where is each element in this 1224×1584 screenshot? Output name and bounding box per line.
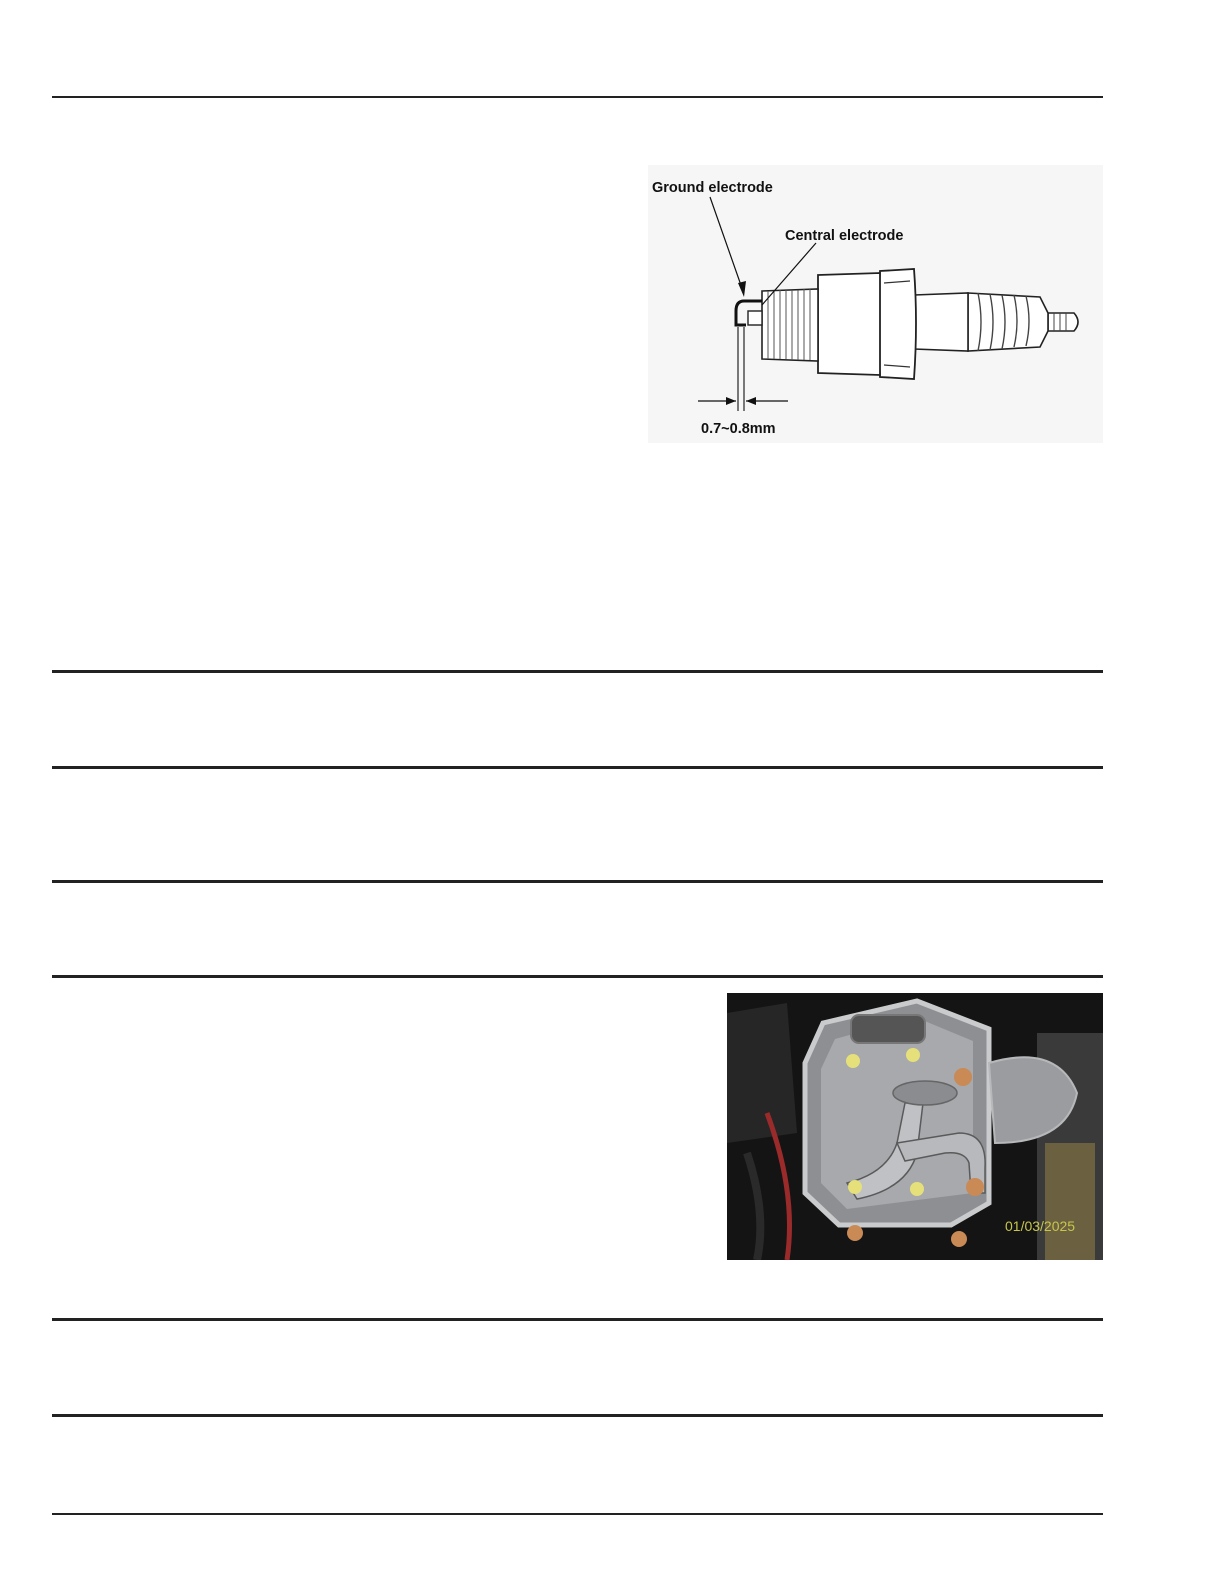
ground-electrode-label: Ground electrode bbox=[652, 180, 773, 196]
section-rule bbox=[52, 975, 1103, 978]
section-rule bbox=[52, 1318, 1103, 1321]
cylinder-head-photo bbox=[727, 993, 1103, 1260]
cylinder-head-image bbox=[727, 993, 1103, 1260]
spark-plug-drawing bbox=[648, 165, 1103, 443]
section-rule bbox=[52, 670, 1103, 673]
section-rule bbox=[52, 766, 1103, 769]
electrode-gap-label: 0.7~0.8mm bbox=[701, 421, 776, 437]
header-rule bbox=[52, 96, 1103, 98]
central-electrode-label: Central electrode bbox=[785, 228, 904, 244]
photo-date-stamp: 01/03/2025 bbox=[1005, 1218, 1076, 1234]
section-rule bbox=[52, 1414, 1103, 1417]
footer-rule bbox=[52, 1513, 1103, 1515]
spark-plug-diagram bbox=[648, 165, 1103, 443]
section-rule bbox=[52, 880, 1103, 883]
